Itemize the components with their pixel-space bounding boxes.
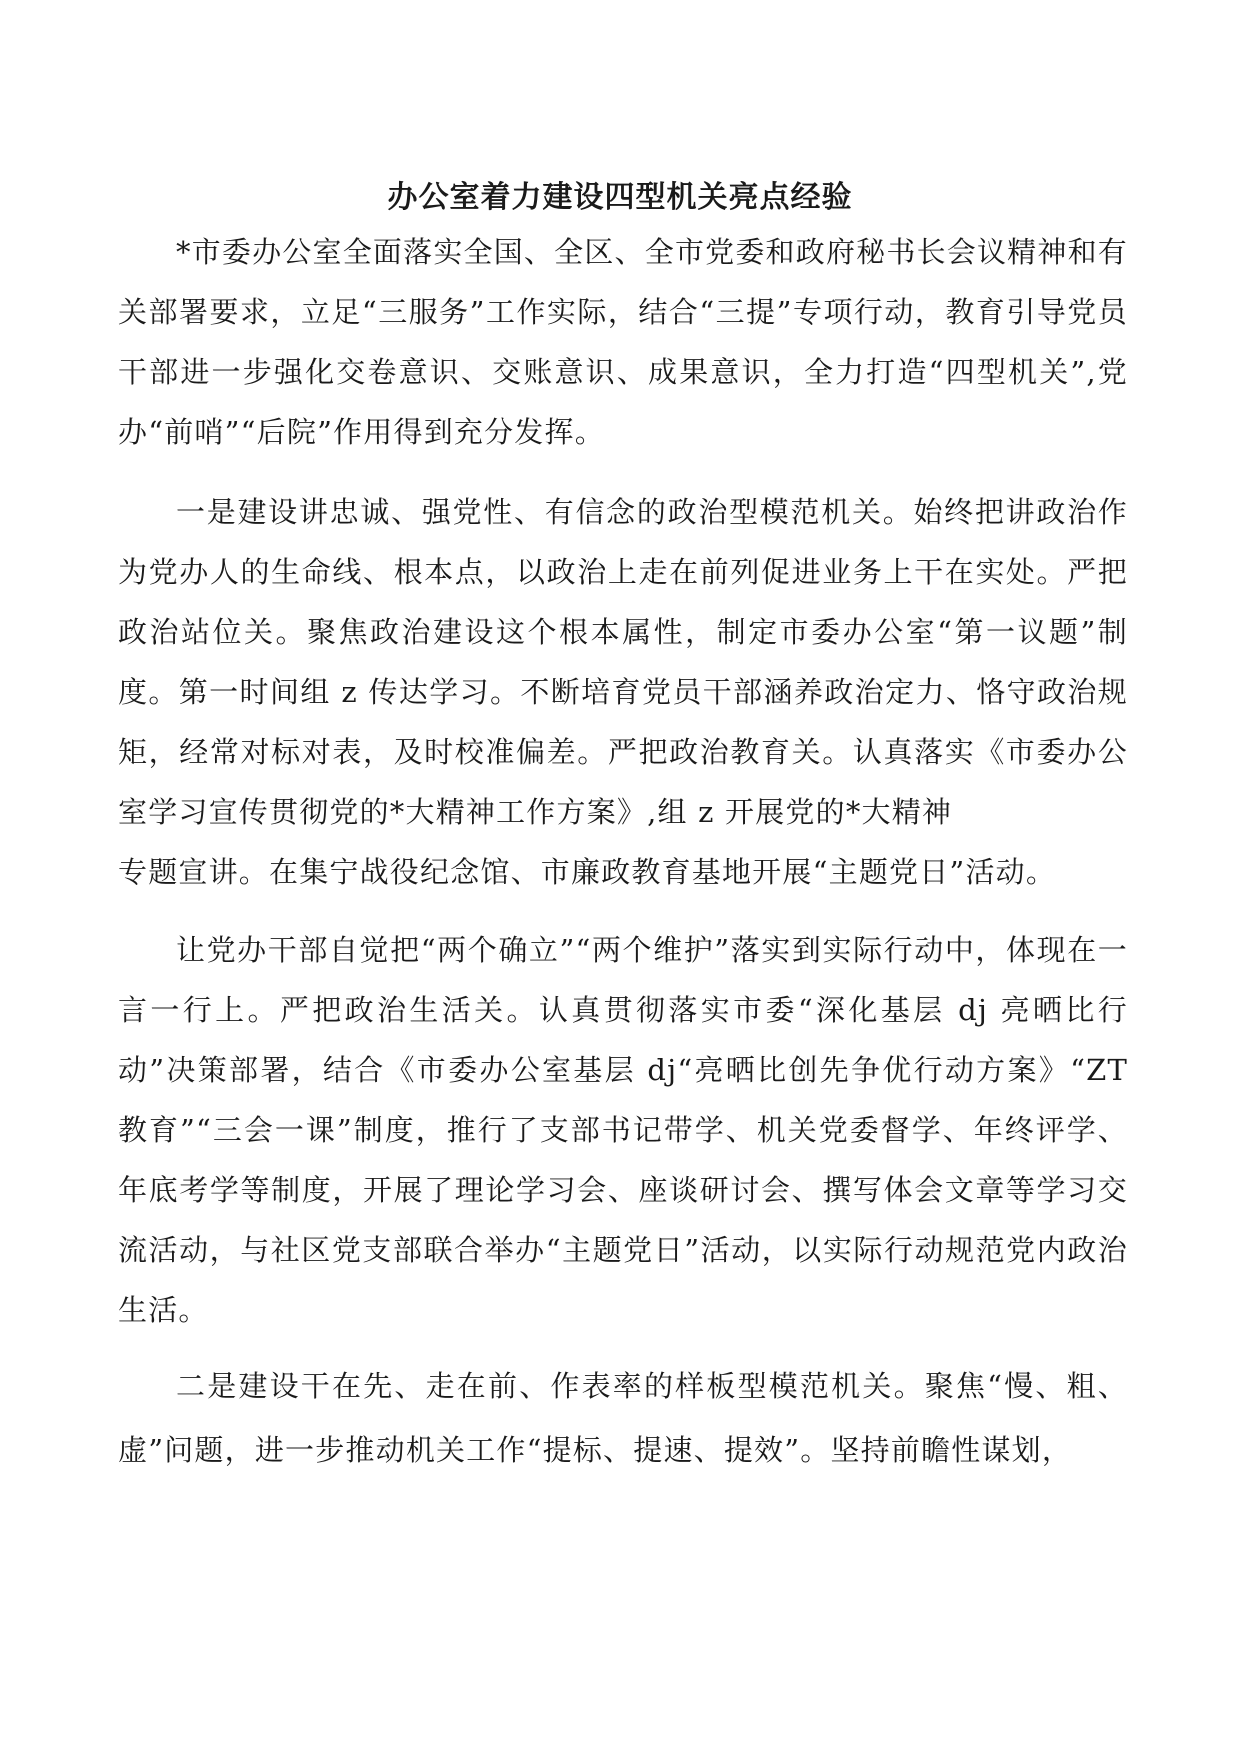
- paragraph-exemplary-model: 二是建设干在先、走在前、作表率的样板型模范机关。聚焦“慢、粗、虚”问题，进一步推动机关工作“提标、提速、提效”。坚持前瞻性谋划，: [118, 1369, 1128, 1467]
- paragraph-political-model: 一是建设讲忠诚、强党性、有信念的政治型模范机关。始终把讲政治作为党办人的生命线、根本点，以政治上走在前列促进业务上干在实处。严把政治站位关。聚焦政治建设这个根本属性，制定市委办公室“第一议题”制度。第一时间组 z 传达学习。不断培育党员干部涵养政治定力、恪守政治规矩，经常对标对表，及时校准偏差。严把政治教育关。认真落实《市委办公室学习宣传贯彻党的*大精神工作方案》,组 z 开展党的*大精神: [118, 495, 1128, 829]
- paragraph-political-model-continued: 专题宣讲。在集宁战役纪念馆、市廉政教育基地开展“主题党日”活动。: [118, 855, 1057, 889]
- paragraph-intro: *市委办公室全面落实全国、全区、全市党委和政府秘书长会议精神和有关部署要求，立足“三服务”工作实际，结合“三提”专项行动，教育引导党员干部进一步强化交卷意识、交账意识、成果意识，全力打造“四型机关”,党办“前哨”“后院”作用得到充分发挥。: [118, 235, 1128, 449]
- paragraph-political-life: 让党办干部自觉把“两个确立”“两个维护”落实到实际行动中，体现在一言一行上。严把政治生活关。认真贯彻落实市委“深化基层 dj 亮晒比行动”决策部署，结合《市委办公室基层 dj“亮晒比创先争优行动方案》“ZT 教育”“三会一课”制度，推行了支部书记带学、机关党委督学、年终评学、年底考学等制度，开展了理论学习会、座谈研讨会、撰写体会文章等学习交流活动，与社区党支部联合举办“主题党日”活动，以实际行动规范党内政治生活。: [118, 933, 1128, 1327]
- document-body: [118, 222, 1128, 1482]
- document-title: 办公室着力建设四型机关亮点经验: [387, 180, 853, 215]
